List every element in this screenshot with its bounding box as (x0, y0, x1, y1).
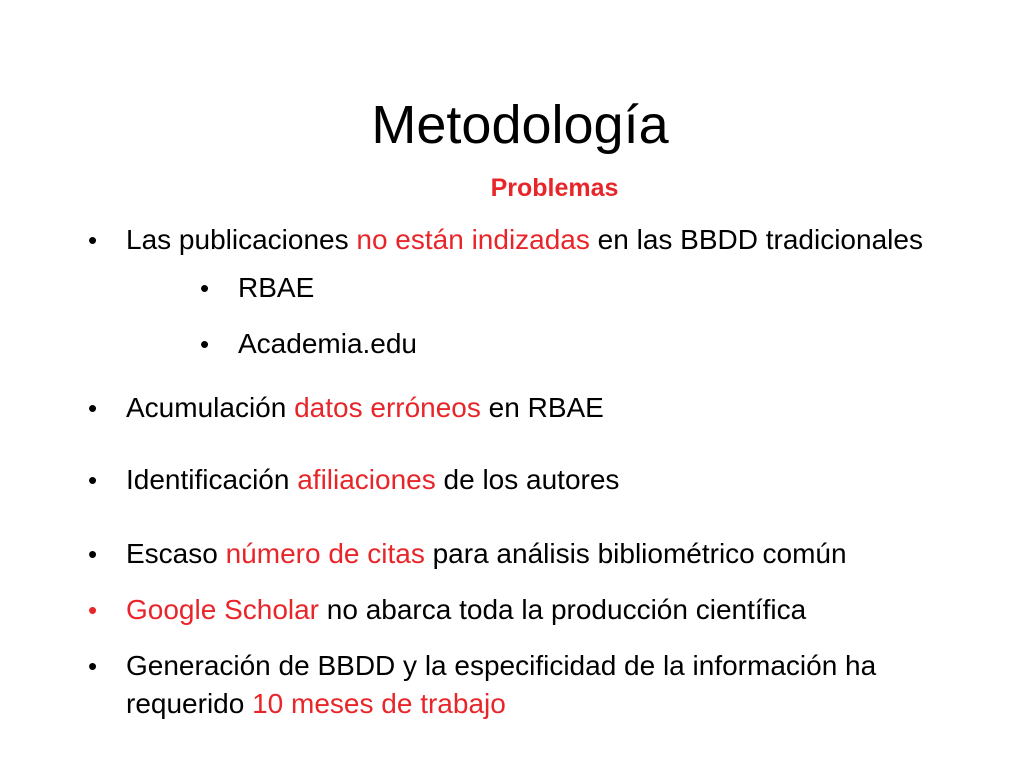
bullet-icon: • (88, 393, 98, 423)
bullet-highlight: número de citas (225, 538, 425, 569)
sub-bullet-item (238, 270, 314, 306)
sub-bullet-text: Academia.edu (238, 328, 418, 359)
bullet-text: de los autores (435, 464, 620, 495)
bullet-item (126, 222, 923, 258)
bullet-item (126, 536, 847, 572)
bullet-item (126, 390, 604, 426)
bullet-text: requerido (126, 688, 253, 719)
sub-bullet-item (238, 326, 417, 362)
sub-bullet-icon: • (200, 273, 210, 303)
bullet-text: Escaso (126, 538, 226, 569)
bullet-highlight: no están indizadas (356, 224, 590, 255)
sub-bullet-text: RBAE (238, 272, 315, 303)
bullet-item (126, 648, 876, 684)
bullet-highlight: afiliaciones (297, 464, 436, 495)
bullet-icon: • (88, 539, 98, 569)
bullet-text: Identificación (126, 464, 298, 495)
bullet-item-continuation (126, 686, 506, 722)
bullet-text: para análisis bibliométrico común (424, 538, 847, 569)
bullet-item (126, 592, 806, 628)
bullet-text: no abarca toda la producción científica (319, 594, 807, 625)
bullet-icon: • (88, 651, 98, 681)
bullet-text: Las publicaciones (126, 224, 357, 255)
bullet-text: Acumulación (126, 392, 295, 423)
slide-title: Metodología (371, 95, 669, 155)
slide-subtitle: Problemas (490, 174, 619, 202)
bullet-icon: • (88, 465, 98, 495)
bullet-text: en las BBDD tradicionales (589, 224, 923, 255)
sub-bullet-icon: • (200, 329, 210, 359)
bullet-icon: • (88, 225, 98, 255)
bullet-text: Generación de BBDD y la especificidad de la información ha (126, 650, 877, 681)
bullet-text: en RBAE (480, 392, 604, 423)
bullet-item (126, 462, 619, 498)
bullet-icon: • (88, 595, 98, 625)
bullet-highlight: Google Scholar (126, 594, 320, 625)
bullet-highlight: datos erróneos (294, 392, 481, 423)
bullet-highlight: 10 meses de trabajo (252, 688, 506, 719)
